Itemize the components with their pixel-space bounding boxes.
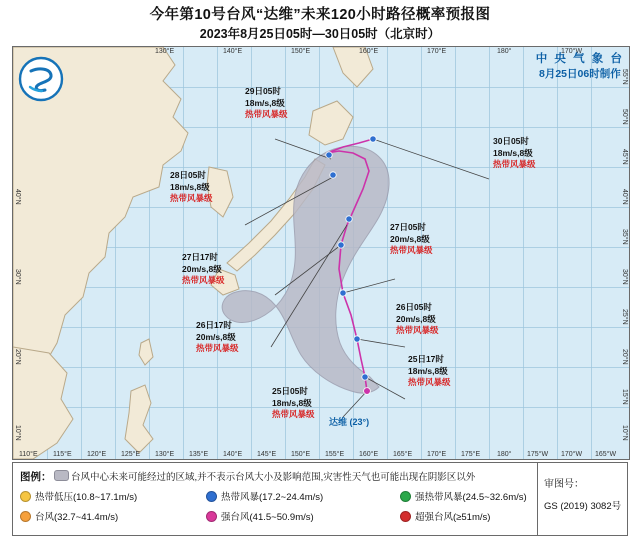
track-label-27-05: 27日05时 20m/s,8级 热带风暴级: [390, 222, 433, 255]
lat-label-left: 10°N: [14, 425, 21, 441]
legend-dot-icon: [400, 511, 411, 522]
agency-block: [536, 52, 624, 82]
lat-label-left: 30°N: [14, 269, 21, 285]
legend-dot-icon: [400, 491, 411, 502]
track-label-25-17: 25日17时 18m/s,8级 热带风暴级: [408, 354, 451, 387]
approval-title: 审图号：: [544, 479, 584, 490]
lon-label: 180°: [497, 451, 512, 458]
legend-left-section: [13, 463, 537, 535]
legend-item-sty: 强台风(41.5~50.9m/s): [206, 509, 382, 523]
lon-label: 160°E: [359, 451, 379, 458]
lat-label: 30°N: [621, 269, 628, 285]
track-point-marker: [370, 136, 376, 142]
lon-label: 150°E: [291, 451, 311, 458]
agency-issue-time: 8月25日06时制作: [539, 68, 621, 80]
lon-label: 130°E: [155, 451, 175, 458]
lat-label: 10°N: [621, 425, 628, 441]
legend-item-sts: 强热带风暴(24.5~32.6m/s): [400, 489, 527, 503]
lon-label: 165°W: [595, 451, 617, 458]
legend-item-superty: 超强台风(≥51m/s): [400, 509, 490, 523]
legend-item-ts: 热带风暴(17.2~24.4m/s): [206, 489, 382, 503]
track-point-marker: [362, 374, 368, 380]
approval-code: GS (2019) 3082号: [544, 501, 622, 512]
legend-title: 图例：: [20, 471, 52, 483]
hokkaido-landmass: [309, 101, 353, 145]
lon-label: 165°E: [393, 451, 413, 458]
legend-dot-icon: [20, 511, 31, 522]
agency-name: 中 央 气 象 台: [535, 53, 624, 65]
map-canvas[interactable]: [12, 46, 630, 460]
page-subtitle: 2023年8月25日05时—30日05时（北京时）: [199, 27, 441, 41]
legend-panel: [12, 462, 628, 536]
probability-cone: [222, 146, 389, 393]
lon-label: 120°E: [87, 451, 107, 458]
indochina-landmass: [13, 347, 73, 459]
track-point-marker: [330, 172, 336, 178]
lon-label: 175°W: [527, 451, 549, 458]
track-point-marker: [338, 242, 344, 248]
track-point-marker: [340, 290, 346, 296]
track-label-29-05: 29日05时 18m/s,8级 热带风暴级: [245, 86, 288, 119]
land-and-track-layer: [13, 47, 629, 459]
cma-logo-icon: [18, 56, 64, 102]
lon-label-top: 150°E: [291, 48, 311, 55]
track-label-26-17: 26日17时 20m/s,8级 热带风暴级: [196, 320, 239, 353]
lon-label: 140°E: [223, 451, 243, 458]
track-point-marker: [346, 216, 352, 222]
lat-label: 20°N: [621, 349, 628, 365]
track-label-28-05: 28日05时 18m/s,8级 热带风暴级: [170, 170, 213, 203]
legend-dot-icon: [206, 491, 217, 502]
track-point-marker: [354, 336, 360, 342]
philippines-landmass: [125, 385, 153, 453]
legend-item-ty: 台风(32.7~41.4m/s): [20, 509, 188, 523]
track-label-26-05: 26日05时 20m/s,8级 热带风暴级: [396, 302, 439, 335]
lon-label: 125°E: [121, 451, 141, 458]
page-title: 今年第10号台风“达维”未来120小时路径概率预报图: [149, 7, 491, 23]
lon-label: 155°E: [325, 451, 345, 458]
lat-label: 25°N: [621, 309, 628, 325]
taiwan-landmass: [139, 339, 153, 365]
legend-note: 台风中心未来可能经过的区域,并不表示台风大小及影响范围,灾害性天气也可能出现在阴影区以外: [71, 472, 476, 483]
lat-label: 45°N: [621, 149, 628, 165]
lon-label-top: 140°E: [223, 48, 243, 55]
lat-label: 40°N: [621, 189, 628, 205]
cone-area-swatch: [54, 470, 69, 481]
lat-label: 50°N: [621, 109, 628, 125]
track-point-marker: [364, 388, 371, 395]
legend-dot-icon: [206, 511, 217, 522]
lon-label: 170°E: [427, 451, 447, 458]
track-label-30-05: 30日05时 18m/s,8级 热带风暴级: [493, 136, 536, 169]
track-label-25-05: 25日05时 18m/s,8级 热带风暴级: [272, 386, 315, 419]
lat-label: 35°N: [621, 229, 628, 245]
track-label-27-17: 27日17时 20m/s,8级 热带风暴级: [182, 252, 225, 285]
lon-label-top: 160°E: [359, 48, 379, 55]
lon-label: 170°W: [561, 451, 583, 458]
lon-label-top: 170°E: [427, 48, 447, 55]
lon-label: 145°E: [257, 451, 277, 458]
lon-label: 110°E: [19, 451, 38, 458]
lat-label: 15°N: [621, 389, 628, 405]
lon-label-top: 180°: [497, 48, 512, 55]
lon-label-top: 170°W: [561, 48, 583, 55]
lon-label: 115°E: [53, 451, 72, 458]
lat-label-left: 20°N: [14, 349, 21, 365]
title-block: [0, 6, 640, 43]
lat-label-left: 40°N: [14, 189, 21, 205]
typhoon-name-label: 达维 (23°): [329, 417, 370, 427]
lon-label-top: 130°E: [155, 48, 175, 55]
typhoon-name-tag: [329, 415, 369, 428]
track-point-marker: [326, 152, 332, 158]
legend-item-td: 热带低压(10.8~17.1m/s): [20, 489, 188, 503]
lat-label: 55°N: [621, 69, 628, 85]
lon-label: 135°E: [189, 451, 209, 458]
legend-dot-icon: [20, 491, 31, 502]
lon-label: 175°E: [461, 451, 481, 458]
legend-right-section: [537, 463, 627, 535]
